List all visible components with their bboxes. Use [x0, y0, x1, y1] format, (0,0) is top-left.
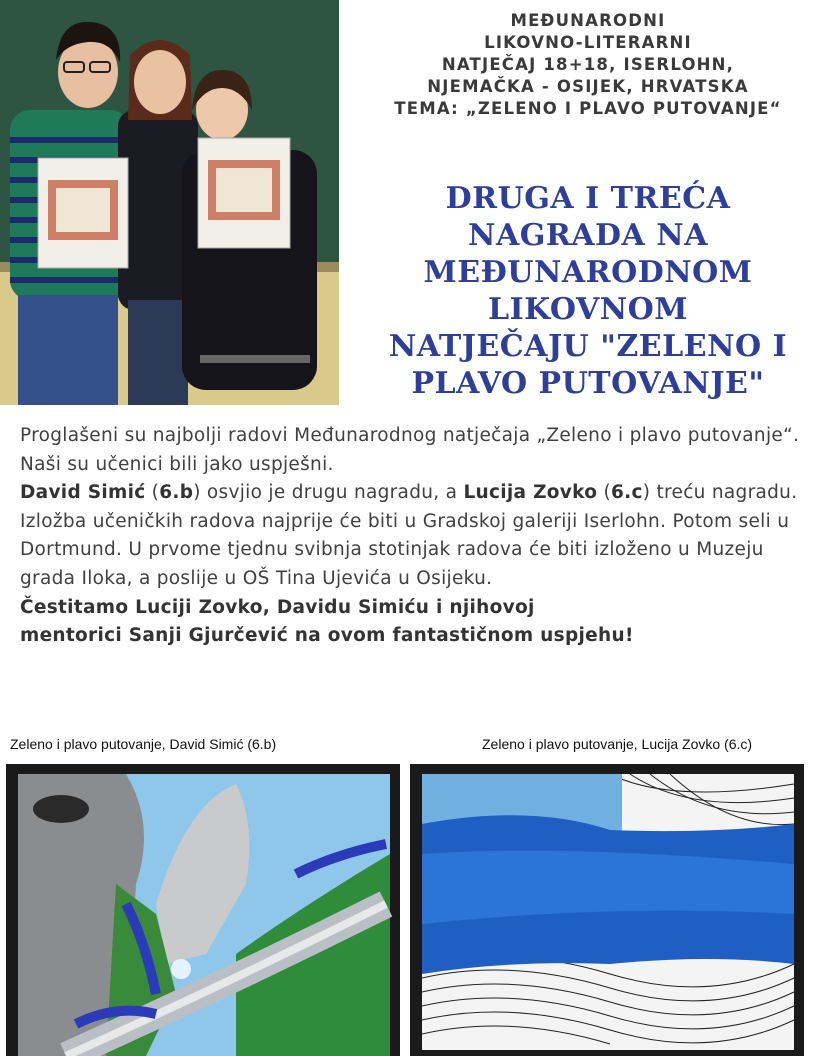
headline-line: PLAVO PUTOVANJE" [411, 366, 765, 401]
text-fragment: ) osvjio je drugu nagradu, a [193, 482, 464, 504]
text-fragment: ) treću nagradu. [642, 482, 798, 504]
headline-line: NATJEČAJU "ZELENO I [388, 329, 788, 364]
students-photo [0, 0, 339, 405]
headline-line: LIKOVNOM [487, 292, 689, 327]
paragraph-congrats [20, 594, 810, 651]
header-line: TEMA: „ZELENO I PLAVO PUTOVANJE“ [394, 99, 782, 118]
artwork-caption-right: Zeleno i plavo putovanje, Lucija Zovko (6.c) [482, 736, 753, 752]
header-line: MEĐUNARODNI [510, 11, 666, 30]
header-line: NATJEČAJ 18+18, ISERLOHN, [441, 55, 735, 74]
paragraph-announcement: Proglašeni su najbolji radovi Međunarodnog natječaja „Zeleno i plavo putovanje“. Naši su učenici bili jako uspješni. [20, 425, 800, 475]
paragraph-exhibition: Izložba učeničkih radova najprije će biti u Gradskoj galeriji Iserlohn. Potom seli u Dortmund. U prvome tjednu svibnja stotinjak radova će biti izloženo u Muzeju grada Iloka, a poslije u OŠ Tina Ujevića u Osijeku. [20, 510, 790, 589]
winner-name: Lucija Zovko [463, 482, 598, 504]
artwork-lucija [410, 764, 804, 1056]
paragraph-winners [20, 479, 810, 508]
headline-line: MEĐUNARODNOM [423, 255, 753, 290]
header-line: LIKOVNO-LITERARNI [484, 33, 692, 52]
winner-name: David Simić [20, 482, 146, 504]
artwork-david [6, 764, 400, 1056]
text-fragment: ( [145, 482, 160, 504]
article-body [20, 422, 810, 651]
headline-line: NAGRADA NA [468, 218, 708, 253]
congrats-line: Čestitamo Luciji Zovko, Davidu Simiću i njihovoj [20, 596, 535, 618]
award-headline [360, 180, 816, 402]
winner-class: 6.b [159, 482, 194, 504]
winner-class: 6.c [610, 482, 643, 504]
congrats-line: mentorici Sanji Gjurčević na ovom fantastičnom uspjehu! [20, 625, 634, 647]
text-fragment: ( [597, 482, 611, 504]
headline-line: DRUGA I TREĆA [445, 181, 731, 216]
competition-header [360, 10, 816, 120]
artwork-caption-left: Zeleno i plavo putovanje, David Simić (6.b) [10, 736, 277, 752]
header-line: NJEMAČKA - OSIJEK, HRVATSKA [427, 77, 749, 96]
